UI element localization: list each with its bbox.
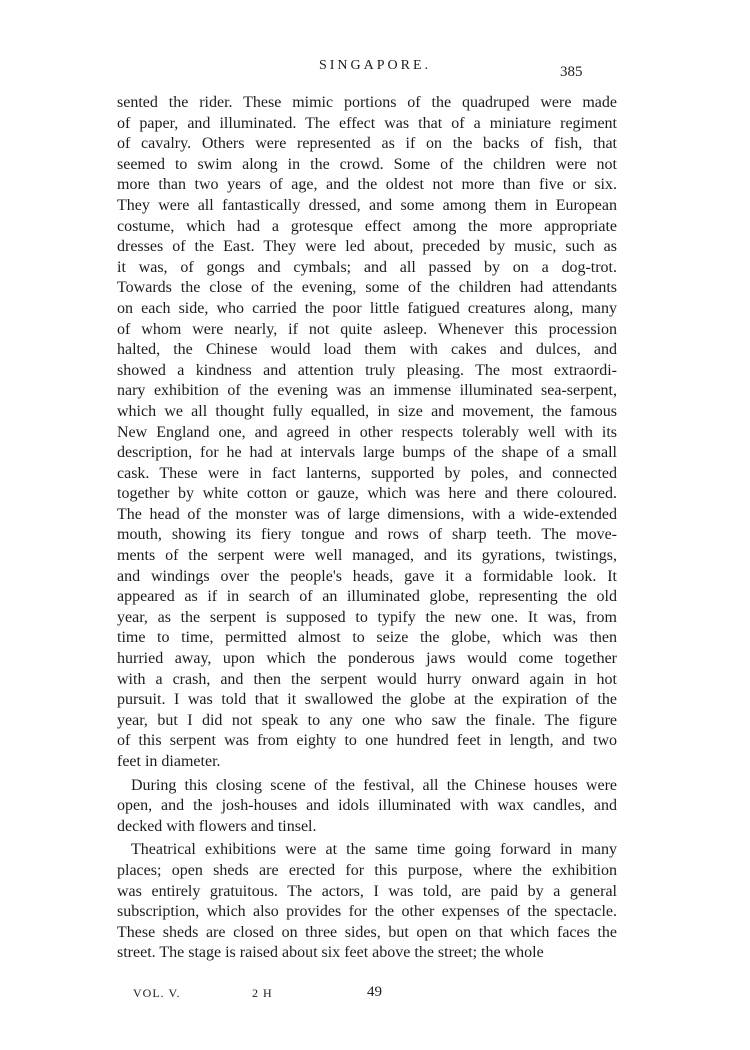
text-line: decked with flowers and tinsel. [117,817,317,835]
text-line: pursuit. I was told that it swallowed the globe at the expiration of the [117,691,617,709]
text-line: subscription, which also provides for the other expenses of the spectacle. [117,903,617,921]
text-line: which we all thought fully equalled, in size and movement, the famous [117,402,617,420]
text-line: nary exhibition of the evening was an immense illuminated sea-serpent, [117,382,617,400]
text-line: year, as the serpent is supposed to typify the new one. It was, from [117,608,617,626]
text-line: showed a kindness and attention truly pleasing. The most extraordi- [117,361,617,379]
text-line: appeared as if in search of an illuminated globe, representing the old [117,588,617,606]
text-line: mouth, showing its fiery tongue and rows of sharp teeth. The move- [117,526,617,544]
text-line: These sheds are closed on three sides, but open on that which faces the [117,923,617,941]
signature-mark: 2 H [252,986,273,1000]
text-line: was entirely gratuitous. The actors, I was told, are paid by a general [117,882,617,900]
text-line: and windings over the people's heads, gave it a formidable look. It [117,567,617,585]
text-line: seemed to swim along in the crowd. Some of the children were not [117,155,617,173]
running-title: SINGAPORE. [318,58,432,73]
text-line: sented the rider. These mimic portions of the quadruped were made [117,94,617,111]
text-line: of paper, and illuminated. The effect was that of a miniature regiment [117,114,617,132]
text-line: year, but I did not speak to any one who saw the finale. The figure [117,711,617,729]
text-line: of this serpent was from eighty to one hundred feet in length, and two [117,732,617,750]
text-line: During this closing scene of the festival, all the Chinese houses were [131,776,617,794]
text-line: of whom were nearly, if not quite asleep. Whenever this procession [117,320,617,338]
text-line: description, for he had at intervals large bumps of the shape of a small [117,444,617,462]
text-line: more than two years of age, and the oldest not more than five or six. [117,176,617,194]
paragraph [117,840,617,964]
text-line: with a crash, and then the serpent would hurry onward again in hot [117,670,617,688]
text-line: cask. These were in fact lanterns, supported by poles, and connected [117,464,617,482]
text-line: feet in diameter. [117,753,221,770]
text-line: Theatrical exhibitions were at the same time going forward in many [131,841,617,859]
text-line: hurried away, upon which the ponderous jaws would come together [117,650,617,668]
text-line: dresses of the East. They were led about, preceded by music, such as [117,238,617,256]
text-line: They were all fantastically dressed, and some among them in European [117,196,617,214]
text-line: Towards the close of the evening, some of the children had attendants [117,279,617,297]
text-line: The head of the monster was of large dimensions, with a wide-extended [117,505,617,523]
paragraph [117,93,617,773]
text-line: ments of the serpent were well managed, and its gyrations, twistings, [117,547,617,565]
text-line: costume, which had a grotesque effect among the more appropriate [117,217,617,235]
text-line: New England one, and agreed in other respects tolerably well with its [117,423,617,441]
volume-label: VOL. V. [133,986,181,1000]
text-line: street. The stage is raised about six feet above the street; the whole [117,944,544,962]
sheet-number: 49 [367,984,382,1000]
text-line: open, and the josh-houses and idols illuminated with wax candles, and [117,797,617,815]
text-line: halted, the Chinese would load them with cakes and dulces, and [117,341,617,359]
page-number: 385 [560,64,583,80]
text-line: time to time, permitted almost to seize the globe, which was then [117,629,617,647]
text-line: together by white cotton or gauze, which was here and there coloured. [117,485,617,503]
text-line: places; open sheds are erected for this purpose, where the exhibition [117,861,617,879]
text-line: of cavalry. Others were represented as if on the backs of fish, that [117,135,617,153]
paragraph [117,776,617,838]
body-text [117,93,617,964]
text-line: on each side, who carried the poor little fatigued creatures along, many [117,299,617,317]
text-line: it was, of gongs and cymbals; and all passed by on a dog-trot. [117,258,617,276]
